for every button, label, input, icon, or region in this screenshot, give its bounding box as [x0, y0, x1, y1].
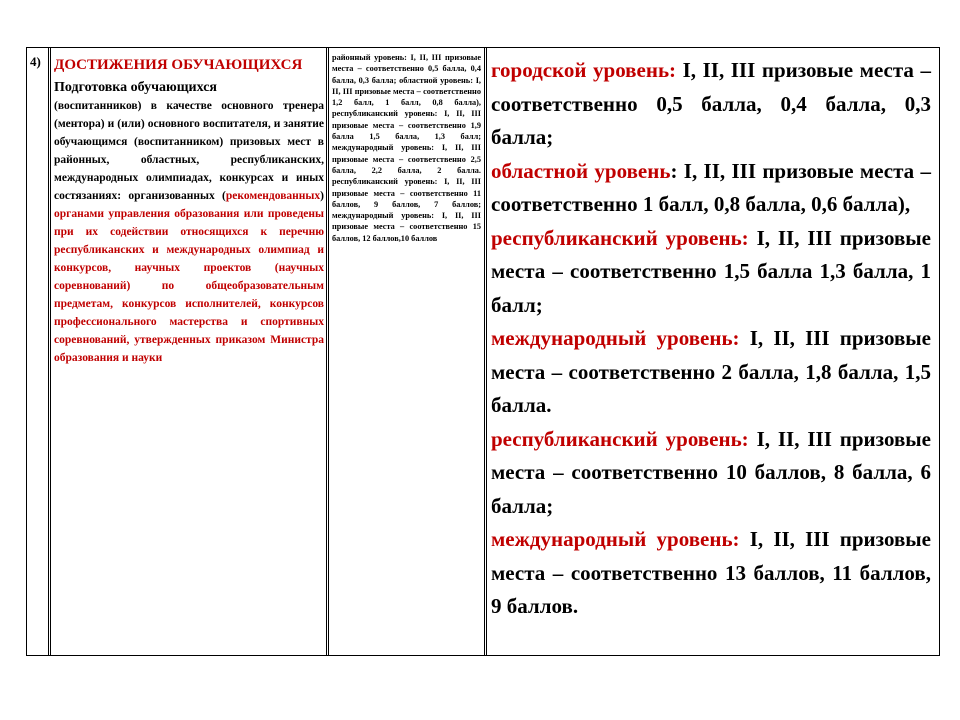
level-label: международный уровень: [491, 527, 740, 551]
level-text: I, II, III призовые места – соответственно 1,5 балла 1,3 балла, 1 балл; [491, 225, 931, 317]
row-number: 4) [30, 54, 41, 69]
level-text: I, II, III призовые места – соответственно 0,5 балла, 0,4 балла, 0,3 балла; [491, 58, 931, 149]
criterion-cell [51, 48, 327, 655]
criterion-description [54, 97, 324, 367]
level-paragraph [491, 222, 931, 323]
level-label: международный уровень: [491, 326, 740, 350]
level-label: областной уровень [491, 158, 671, 183]
level-text: I, II, III призовые места – соответственно 13 баллов, 11 баллов, 9 баллов. [491, 527, 932, 618]
row-number-cell [27, 48, 49, 655]
criterion-heading: ДОСТИЖЕНИЯ ОБУЧАЮЩИХСЯ [54, 57, 303, 73]
level-paragraph [491, 423, 931, 524]
level-label: республиканский уровень: [491, 426, 749, 451]
criterion-text-red-1: рекомендованных [225, 190, 321, 202]
old-scores-cell [329, 48, 485, 655]
level-label: городской уровень: [491, 58, 677, 82]
level-paragraph [491, 523, 931, 624]
criterion-lead: Подготовка обучающихся [54, 80, 217, 95]
level-paragraph [491, 54, 931, 155]
level-text: : I, II, III призовые места – соответственно 1 балл, 0,8 балла, 0,6 балла), [491, 158, 931, 216]
criteria-table [26, 47, 940, 656]
old-scores-text: районный уровень: I, II, III призовые места – соответственно 0,5 балла, 0,4 балла, 0,3 балла; областной уровень: I, II, III призовые места – соответственно 1,2 балл, 1 балл, 0,8 балла), республиканский уровень: I, II, III призовые места – соответственно 1,9 балла 1,5 балла, 1,3 балл; международный уровень: I, II, III призовые места – соответственно 2,5 балла, 2,2 балла, 2 балла. республиканский уровень: I, II, III призовые места – соответственно 11 баллов, 9 баллов, 7 баллов; международный уровень: I, II, III призовые места – соответственно 15 баллов, 12 баллов,10 баллов [332, 53, 481, 243]
criterion-text-black-2: ) [320, 190, 324, 202]
new-scores-cell [487, 48, 939, 655]
level-paragraph [491, 322, 931, 423]
criterion-text-black: (воспитанников) в качестве основного тренера (ментора) и (или) основного воспитателя, и занятие обучающимся (воспитанником) призовых мест в районных, областных, республиканских, международных олимпиадах, конкурсах и иных состязаниях: организованных ( [54, 100, 324, 202]
level-text: I, II, III призовые места – соответственно 10 баллов, 8 балла, 6 балла; [491, 426, 931, 518]
level-paragraph [491, 155, 931, 222]
level-label: республиканский уровень: [491, 225, 749, 250]
level-text: I, II, III призовые места – соответственно 2 балла, 1,8 балла, 1,5 балла. [491, 326, 932, 417]
criterion-text-red-2: органами управления образования или проведены при их содействии относящихся к перечню республиканских и международных олимпиад и конкурсов, научных проектов (научных соревнований) по общеобразовательным предметам, конкурсов исполнителей, конкурсов профессионального мастерства и спортивных соревнований, утвержденных приказом Министра образования и науки [54, 208, 324, 364]
